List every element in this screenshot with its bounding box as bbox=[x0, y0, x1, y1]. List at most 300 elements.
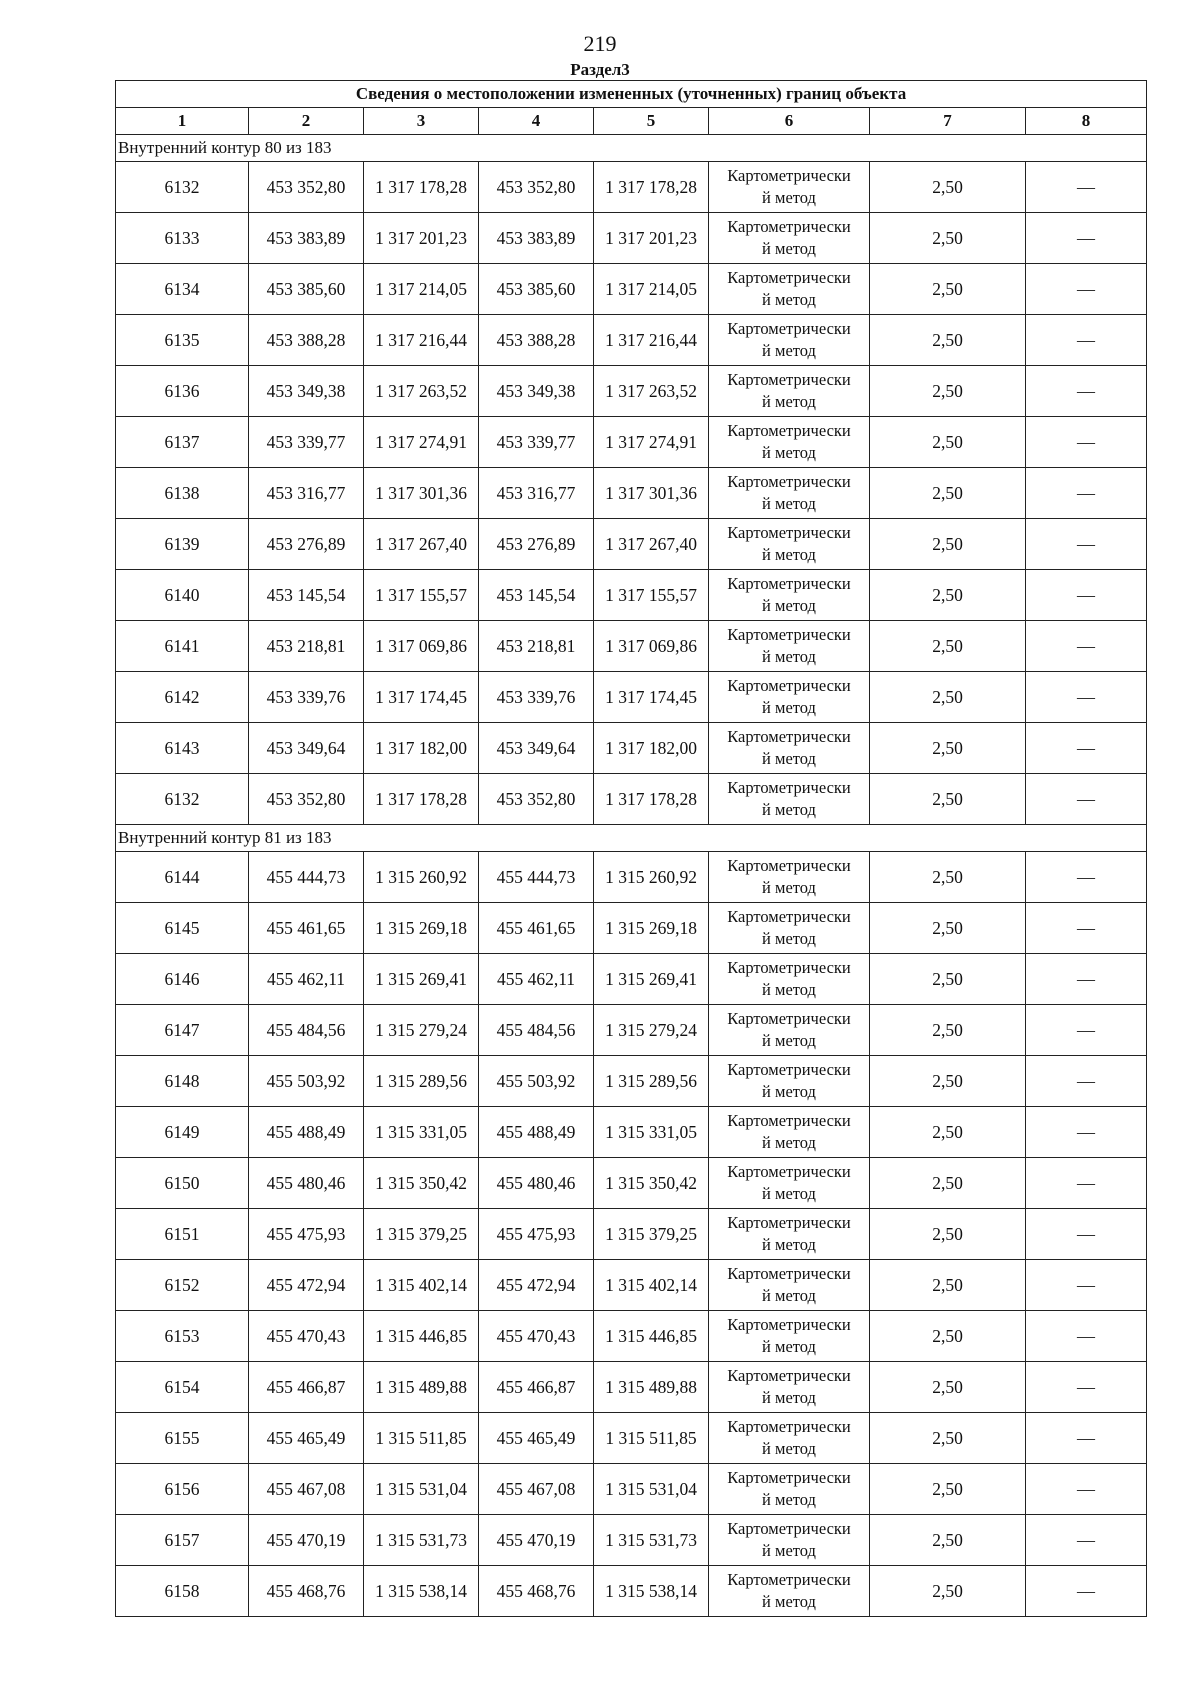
table-row bbox=[116, 1464, 1147, 1515]
x-old-cell: 455 470,19 bbox=[249, 1515, 364, 1566]
x-old-cell: 453 145,54 bbox=[249, 570, 364, 621]
x-old-cell: 453 383,89 bbox=[249, 213, 364, 264]
method-cell bbox=[709, 570, 870, 621]
column-header: 4 bbox=[479, 108, 594, 135]
x-new-cell: 453 385,60 bbox=[479, 264, 594, 315]
method-cell bbox=[709, 1311, 870, 1362]
y-old-cell: 1 315 531,04 bbox=[364, 1464, 479, 1515]
x-new-cell: 455 470,43 bbox=[479, 1311, 594, 1362]
note-cell: — bbox=[1026, 264, 1147, 315]
table-row bbox=[116, 468, 1147, 519]
method-text-line2: й метод bbox=[762, 443, 816, 462]
note-cell: — bbox=[1026, 417, 1147, 468]
note-cell: — bbox=[1026, 1107, 1147, 1158]
table-caption: Сведения о местоположении измененных (уточненных) границ объекта bbox=[116, 81, 1147, 108]
point-number-cell: 6135 bbox=[116, 315, 249, 366]
y-old-cell: 1 315 260,92 bbox=[364, 852, 479, 903]
table-row bbox=[116, 1158, 1147, 1209]
method-cell bbox=[709, 852, 870, 903]
y-old-cell: 1 317 178,28 bbox=[364, 774, 479, 825]
method-text-line1: Картометрически bbox=[727, 1264, 851, 1283]
y-old-cell: 1 317 274,91 bbox=[364, 417, 479, 468]
x-new-cell: 455 466,87 bbox=[479, 1362, 594, 1413]
note-cell: — bbox=[1026, 774, 1147, 825]
x-old-cell: 455 467,08 bbox=[249, 1464, 364, 1515]
method-text-line2: й метод bbox=[762, 1439, 816, 1458]
note-cell: — bbox=[1026, 366, 1147, 417]
method-text-line2: й метод bbox=[762, 1592, 816, 1611]
method-text-line1: Картометрически bbox=[727, 1213, 851, 1232]
x-new-cell: 455 468,76 bbox=[479, 1566, 594, 1617]
method-cell bbox=[709, 213, 870, 264]
method-cell bbox=[709, 162, 870, 213]
point-number-cell: 6155 bbox=[116, 1413, 249, 1464]
accuracy-cell: 2,50 bbox=[870, 1056, 1026, 1107]
method-cell bbox=[709, 417, 870, 468]
y-new-cell: 1 317 182,00 bbox=[594, 723, 709, 774]
method-text-line2: й метод bbox=[762, 878, 816, 897]
x-new-cell: 455 475,93 bbox=[479, 1209, 594, 1260]
x-old-cell: 453 352,80 bbox=[249, 774, 364, 825]
note-cell: — bbox=[1026, 1056, 1147, 1107]
x-new-cell: 455 480,46 bbox=[479, 1158, 594, 1209]
method-text-line2: й метод bbox=[762, 1388, 816, 1407]
y-old-cell: 1 317 301,36 bbox=[364, 468, 479, 519]
accuracy-cell: 2,50 bbox=[870, 1464, 1026, 1515]
point-number-cell: 6151 bbox=[116, 1209, 249, 1260]
table-row bbox=[116, 672, 1147, 723]
y-new-cell: 1 317 263,52 bbox=[594, 366, 709, 417]
accuracy-cell: 2,50 bbox=[870, 774, 1026, 825]
y-old-cell: 1 315 402,14 bbox=[364, 1260, 479, 1311]
method-cell bbox=[709, 1005, 870, 1056]
method-text-line1: Картометрически bbox=[727, 907, 851, 926]
method-text-line2: й метод bbox=[762, 1541, 816, 1560]
table-row bbox=[116, 723, 1147, 774]
contour-title: Внутренний контур 80 из 183 bbox=[116, 135, 1147, 162]
note-cell: — bbox=[1026, 570, 1147, 621]
x-new-cell: 453 349,64 bbox=[479, 723, 594, 774]
method-text-line2: й метод bbox=[762, 698, 816, 717]
y-new-cell: 1 315 279,24 bbox=[594, 1005, 709, 1056]
x-old-cell: 455 484,56 bbox=[249, 1005, 364, 1056]
table-row bbox=[116, 852, 1147, 903]
method-text-line1: Картометрически bbox=[727, 1570, 851, 1589]
method-text-line1: Картометрически bbox=[727, 370, 851, 389]
method-cell bbox=[709, 519, 870, 570]
method-cell bbox=[709, 1158, 870, 1209]
y-old-cell: 1 317 069,86 bbox=[364, 621, 479, 672]
x-new-cell: 453 316,77 bbox=[479, 468, 594, 519]
accuracy-cell: 2,50 bbox=[870, 1107, 1026, 1158]
method-text-line1: Картометрически bbox=[727, 778, 851, 797]
column-header: 8 bbox=[1026, 108, 1147, 135]
x-new-cell: 453 352,80 bbox=[479, 774, 594, 825]
method-text-line2: й метод bbox=[762, 1082, 816, 1101]
note-cell: — bbox=[1026, 1566, 1147, 1617]
note-cell: — bbox=[1026, 1413, 1147, 1464]
method-cell bbox=[709, 723, 870, 774]
table-row bbox=[116, 621, 1147, 672]
table-row bbox=[116, 213, 1147, 264]
y-old-cell: 1 315 379,25 bbox=[364, 1209, 479, 1260]
method-text-line1: Картометрически bbox=[727, 727, 851, 746]
method-text-line1: Картометрически bbox=[727, 1060, 851, 1079]
contour-header-row bbox=[116, 135, 1147, 162]
table-row bbox=[116, 1005, 1147, 1056]
contour-title: Внутренний контур 81 из 183 bbox=[116, 825, 1147, 852]
column-number-row bbox=[116, 108, 1147, 135]
method-text-line1: Картометрически bbox=[727, 523, 851, 542]
x-new-cell: 455 484,56 bbox=[479, 1005, 594, 1056]
note-cell: — bbox=[1026, 1362, 1147, 1413]
method-cell bbox=[709, 1056, 870, 1107]
method-text-line1: Картометрически bbox=[727, 1111, 851, 1130]
accuracy-cell: 2,50 bbox=[870, 672, 1026, 723]
y-old-cell: 1 315 269,41 bbox=[364, 954, 479, 1005]
table-row bbox=[116, 1260, 1147, 1311]
x-old-cell: 455 470,43 bbox=[249, 1311, 364, 1362]
y-new-cell: 1 315 402,14 bbox=[594, 1260, 709, 1311]
method-text-line1: Картометрически bbox=[727, 217, 851, 236]
y-new-cell: 1 317 214,05 bbox=[594, 264, 709, 315]
point-number-cell: 6157 bbox=[116, 1515, 249, 1566]
point-number-cell: 6154 bbox=[116, 1362, 249, 1413]
x-new-cell: 455 472,94 bbox=[479, 1260, 594, 1311]
column-header: 7 bbox=[870, 108, 1026, 135]
accuracy-cell: 2,50 bbox=[870, 723, 1026, 774]
note-cell: — bbox=[1026, 1260, 1147, 1311]
table-row bbox=[116, 366, 1147, 417]
method-text-line1: Картометрически bbox=[727, 1315, 851, 1334]
x-old-cell: 453 339,77 bbox=[249, 417, 364, 468]
table-row bbox=[116, 162, 1147, 213]
table-row bbox=[116, 954, 1147, 1005]
accuracy-cell: 2,50 bbox=[870, 954, 1026, 1005]
accuracy-cell: 2,50 bbox=[870, 1515, 1026, 1566]
method-text-line1: Картометрически bbox=[727, 319, 851, 338]
point-number-cell: 6143 bbox=[116, 723, 249, 774]
x-new-cell: 453 218,81 bbox=[479, 621, 594, 672]
method-text-line2: й метод bbox=[762, 188, 816, 207]
method-text-line2: й метод bbox=[762, 494, 816, 513]
method-cell bbox=[709, 1515, 870, 1566]
point-number-cell: 6150 bbox=[116, 1158, 249, 1209]
accuracy-cell: 2,50 bbox=[870, 264, 1026, 315]
point-number-cell: 6136 bbox=[116, 366, 249, 417]
method-cell bbox=[709, 1566, 870, 1617]
note-cell: — bbox=[1026, 519, 1147, 570]
method-cell bbox=[709, 1107, 870, 1158]
y-old-cell: 1 315 279,24 bbox=[364, 1005, 479, 1056]
x-new-cell: 455 461,65 bbox=[479, 903, 594, 954]
note-cell: — bbox=[1026, 1005, 1147, 1056]
method-text-line2: й метод bbox=[762, 1337, 816, 1356]
y-old-cell: 1 315 538,14 bbox=[364, 1566, 479, 1617]
y-new-cell: 1 315 531,04 bbox=[594, 1464, 709, 1515]
method-text-line1: Картометрически bbox=[727, 1519, 851, 1538]
method-text-line1: Картометрически bbox=[727, 472, 851, 491]
point-number-cell: 6145 bbox=[116, 903, 249, 954]
point-number-cell: 6148 bbox=[116, 1056, 249, 1107]
y-old-cell: 1 317 216,44 bbox=[364, 315, 479, 366]
table-row bbox=[116, 774, 1147, 825]
table-row bbox=[116, 570, 1147, 621]
note-cell: — bbox=[1026, 903, 1147, 954]
y-new-cell: 1 315 531,73 bbox=[594, 1515, 709, 1566]
x-new-cell: 455 470,19 bbox=[479, 1515, 594, 1566]
x-old-cell: 455 462,11 bbox=[249, 954, 364, 1005]
table-row bbox=[116, 1515, 1147, 1566]
method-text-line1: Картометрически bbox=[727, 856, 851, 875]
method-text-line2: й метод bbox=[762, 341, 816, 360]
y-new-cell: 1 317 216,44 bbox=[594, 315, 709, 366]
coordinates-table bbox=[115, 80, 1147, 1617]
method-text-line2: й метод bbox=[762, 1490, 816, 1509]
note-cell: — bbox=[1026, 852, 1147, 903]
table-row bbox=[116, 903, 1147, 954]
accuracy-cell: 2,50 bbox=[870, 1362, 1026, 1413]
y-new-cell: 1 317 267,40 bbox=[594, 519, 709, 570]
method-cell bbox=[709, 366, 870, 417]
accuracy-cell: 2,50 bbox=[870, 519, 1026, 570]
x-old-cell: 453 339,76 bbox=[249, 672, 364, 723]
y-old-cell: 1 317 214,05 bbox=[364, 264, 479, 315]
y-new-cell: 1 317 178,28 bbox=[594, 162, 709, 213]
method-text-line2: й метод bbox=[762, 290, 816, 309]
x-old-cell: 455 444,73 bbox=[249, 852, 364, 903]
point-number-cell: 6146 bbox=[116, 954, 249, 1005]
y-old-cell: 1 317 182,00 bbox=[364, 723, 479, 774]
column-header: 1 bbox=[116, 108, 249, 135]
method-text-line2: й метод bbox=[762, 800, 816, 819]
contour-header-row bbox=[116, 825, 1147, 852]
accuracy-cell: 2,50 bbox=[870, 570, 1026, 621]
y-new-cell: 1 317 174,45 bbox=[594, 672, 709, 723]
method-text-line2: й метод bbox=[762, 596, 816, 615]
page-number: 219 bbox=[583, 31, 617, 56]
y-old-cell: 1 317 263,52 bbox=[364, 366, 479, 417]
method-text-line1: Картометрически bbox=[727, 268, 851, 287]
table-row bbox=[116, 417, 1147, 468]
y-old-cell: 1 315 289,56 bbox=[364, 1056, 479, 1107]
note-cell: — bbox=[1026, 213, 1147, 264]
method-text-line1: Картометрически bbox=[727, 1417, 851, 1436]
y-new-cell: 1 315 260,92 bbox=[594, 852, 709, 903]
accuracy-cell: 2,50 bbox=[870, 621, 1026, 672]
x-new-cell: 455 462,11 bbox=[479, 954, 594, 1005]
note-cell: — bbox=[1026, 1515, 1147, 1566]
note-cell: — bbox=[1026, 723, 1147, 774]
accuracy-cell: 2,50 bbox=[870, 417, 1026, 468]
column-header: 6 bbox=[709, 108, 870, 135]
x-new-cell: 455 467,08 bbox=[479, 1464, 594, 1515]
accuracy-cell: 2,50 bbox=[870, 213, 1026, 264]
method-cell bbox=[709, 672, 870, 723]
table-row bbox=[116, 1056, 1147, 1107]
note-cell: — bbox=[1026, 621, 1147, 672]
point-number-cell: 6147 bbox=[116, 1005, 249, 1056]
y-new-cell: 1 317 301,36 bbox=[594, 468, 709, 519]
point-number-cell: 6144 bbox=[116, 852, 249, 903]
y-old-cell: 1 317 178,28 bbox=[364, 162, 479, 213]
method-text-line1: Картометрически bbox=[727, 958, 851, 977]
note-cell: — bbox=[1026, 1158, 1147, 1209]
y-new-cell: 1 317 274,91 bbox=[594, 417, 709, 468]
note-cell: — bbox=[1026, 468, 1147, 519]
accuracy-cell: 2,50 bbox=[870, 1311, 1026, 1362]
accuracy-cell: 2,50 bbox=[870, 315, 1026, 366]
accuracy-cell: 2,50 bbox=[870, 852, 1026, 903]
point-number-cell: 6156 bbox=[116, 1464, 249, 1515]
x-old-cell: 455 488,49 bbox=[249, 1107, 364, 1158]
note-cell: — bbox=[1026, 1464, 1147, 1515]
x-old-cell: 455 461,65 bbox=[249, 903, 364, 954]
x-old-cell: 453 349,64 bbox=[249, 723, 364, 774]
table-row bbox=[116, 1209, 1147, 1260]
y-old-cell: 1 317 267,40 bbox=[364, 519, 479, 570]
note-cell: — bbox=[1026, 672, 1147, 723]
y-old-cell: 1 315 446,85 bbox=[364, 1311, 479, 1362]
table-caption-row bbox=[116, 81, 1147, 108]
x-old-cell: 453 349,38 bbox=[249, 366, 364, 417]
method-text-line2: й метод bbox=[762, 392, 816, 411]
method-cell bbox=[709, 1260, 870, 1311]
point-number-cell: 6138 bbox=[116, 468, 249, 519]
method-cell bbox=[709, 1209, 870, 1260]
method-cell bbox=[709, 264, 870, 315]
point-number-cell: 6139 bbox=[116, 519, 249, 570]
method-text-line1: Картометрически bbox=[727, 1162, 851, 1181]
x-new-cell: 455 488,49 bbox=[479, 1107, 594, 1158]
y-new-cell: 1 315 379,25 bbox=[594, 1209, 709, 1260]
accuracy-cell: 2,50 bbox=[870, 1209, 1026, 1260]
method-text-line1: Картометрически bbox=[727, 1366, 851, 1385]
x-old-cell: 455 480,46 bbox=[249, 1158, 364, 1209]
column-header: 2 bbox=[249, 108, 364, 135]
y-old-cell: 1 317 155,57 bbox=[364, 570, 479, 621]
method-text-line1: Картометрически bbox=[727, 166, 851, 185]
method-cell bbox=[709, 954, 870, 1005]
method-text-line2: й метод bbox=[762, 1031, 816, 1050]
method-text-line1: Картометрически bbox=[727, 574, 851, 593]
y-old-cell: 1 317 174,45 bbox=[364, 672, 479, 723]
x-new-cell: 455 465,49 bbox=[479, 1413, 594, 1464]
y-new-cell: 1 315 269,41 bbox=[594, 954, 709, 1005]
x-new-cell: 453 349,38 bbox=[479, 366, 594, 417]
column-header: 3 bbox=[364, 108, 479, 135]
method-text-line2: й метод bbox=[762, 929, 816, 948]
point-number-cell: 6152 bbox=[116, 1260, 249, 1311]
x-old-cell: 455 472,94 bbox=[249, 1260, 364, 1311]
y-new-cell: 1 315 289,56 bbox=[594, 1056, 709, 1107]
y-new-cell: 1 315 538,14 bbox=[594, 1566, 709, 1617]
point-number-cell: 6140 bbox=[116, 570, 249, 621]
x-old-cell: 453 388,28 bbox=[249, 315, 364, 366]
x-new-cell: 453 276,89 bbox=[479, 519, 594, 570]
x-old-cell: 453 352,80 bbox=[249, 162, 364, 213]
accuracy-cell: 2,50 bbox=[870, 468, 1026, 519]
method-cell bbox=[709, 468, 870, 519]
x-old-cell: 453 276,89 bbox=[249, 519, 364, 570]
accuracy-cell: 2,50 bbox=[870, 366, 1026, 417]
y-new-cell: 1 315 489,88 bbox=[594, 1362, 709, 1413]
y-new-cell: 1 315 511,85 bbox=[594, 1413, 709, 1464]
column-header: 5 bbox=[594, 108, 709, 135]
point-number-cell: 6132 bbox=[116, 774, 249, 825]
y-new-cell: 1 317 155,57 bbox=[594, 570, 709, 621]
table-row bbox=[116, 1311, 1147, 1362]
point-number-cell: 6141 bbox=[116, 621, 249, 672]
y-old-cell: 1 315 511,85 bbox=[364, 1413, 479, 1464]
method-cell bbox=[709, 1362, 870, 1413]
section-title: Раздел3 bbox=[570, 60, 630, 79]
table-row bbox=[116, 1566, 1147, 1617]
y-old-cell: 1 317 201,23 bbox=[364, 213, 479, 264]
x-new-cell: 453 388,28 bbox=[479, 315, 594, 366]
point-number-cell: 6153 bbox=[116, 1311, 249, 1362]
x-new-cell: 453 352,80 bbox=[479, 162, 594, 213]
x-old-cell: 455 466,87 bbox=[249, 1362, 364, 1413]
x-old-cell: 455 475,93 bbox=[249, 1209, 364, 1260]
method-cell bbox=[709, 315, 870, 366]
y-new-cell: 1 315 269,18 bbox=[594, 903, 709, 954]
method-cell bbox=[709, 1413, 870, 1464]
x-old-cell: 453 218,81 bbox=[249, 621, 364, 672]
y-new-cell: 1 315 331,05 bbox=[594, 1107, 709, 1158]
y-new-cell: 1 315 446,85 bbox=[594, 1311, 709, 1362]
note-cell: — bbox=[1026, 1311, 1147, 1362]
method-text-line2: й метод bbox=[762, 980, 816, 999]
y-old-cell: 1 315 350,42 bbox=[364, 1158, 479, 1209]
x-new-cell: 453 383,89 bbox=[479, 213, 594, 264]
x-old-cell: 453 316,77 bbox=[249, 468, 364, 519]
method-text-line2: й метод bbox=[762, 647, 816, 666]
note-cell: — bbox=[1026, 954, 1147, 1005]
y-new-cell: 1 317 178,28 bbox=[594, 774, 709, 825]
method-text-line1: Картометрически bbox=[727, 625, 851, 644]
method-cell bbox=[709, 903, 870, 954]
accuracy-cell: 2,50 bbox=[870, 1260, 1026, 1311]
point-number-cell: 6158 bbox=[116, 1566, 249, 1617]
point-number-cell: 6132 bbox=[116, 162, 249, 213]
point-number-cell: 6142 bbox=[116, 672, 249, 723]
x-new-cell: 455 444,73 bbox=[479, 852, 594, 903]
x-old-cell: 455 465,49 bbox=[249, 1413, 364, 1464]
y-new-cell: 1 317 069,86 bbox=[594, 621, 709, 672]
method-text-line2: й метод bbox=[762, 1184, 816, 1203]
x-old-cell: 453 385,60 bbox=[249, 264, 364, 315]
accuracy-cell: 2,50 bbox=[870, 1005, 1026, 1056]
y-old-cell: 1 315 269,18 bbox=[364, 903, 479, 954]
x-new-cell: 453 145,54 bbox=[479, 570, 594, 621]
method-text-line2: й метод bbox=[762, 239, 816, 258]
table-row bbox=[116, 315, 1147, 366]
method-text-line1: Картометрически bbox=[727, 1009, 851, 1028]
x-old-cell: 455 503,92 bbox=[249, 1056, 364, 1107]
method-cell bbox=[709, 621, 870, 672]
method-text-line2: й метод bbox=[762, 545, 816, 564]
table-row bbox=[116, 519, 1147, 570]
note-cell: — bbox=[1026, 315, 1147, 366]
note-cell: — bbox=[1026, 162, 1147, 213]
x-new-cell: 455 503,92 bbox=[479, 1056, 594, 1107]
note-cell: — bbox=[1026, 1209, 1147, 1260]
accuracy-cell: 2,50 bbox=[870, 1158, 1026, 1209]
table-row bbox=[116, 1107, 1147, 1158]
method-text-line2: й метод bbox=[762, 1133, 816, 1152]
table-row bbox=[116, 264, 1147, 315]
